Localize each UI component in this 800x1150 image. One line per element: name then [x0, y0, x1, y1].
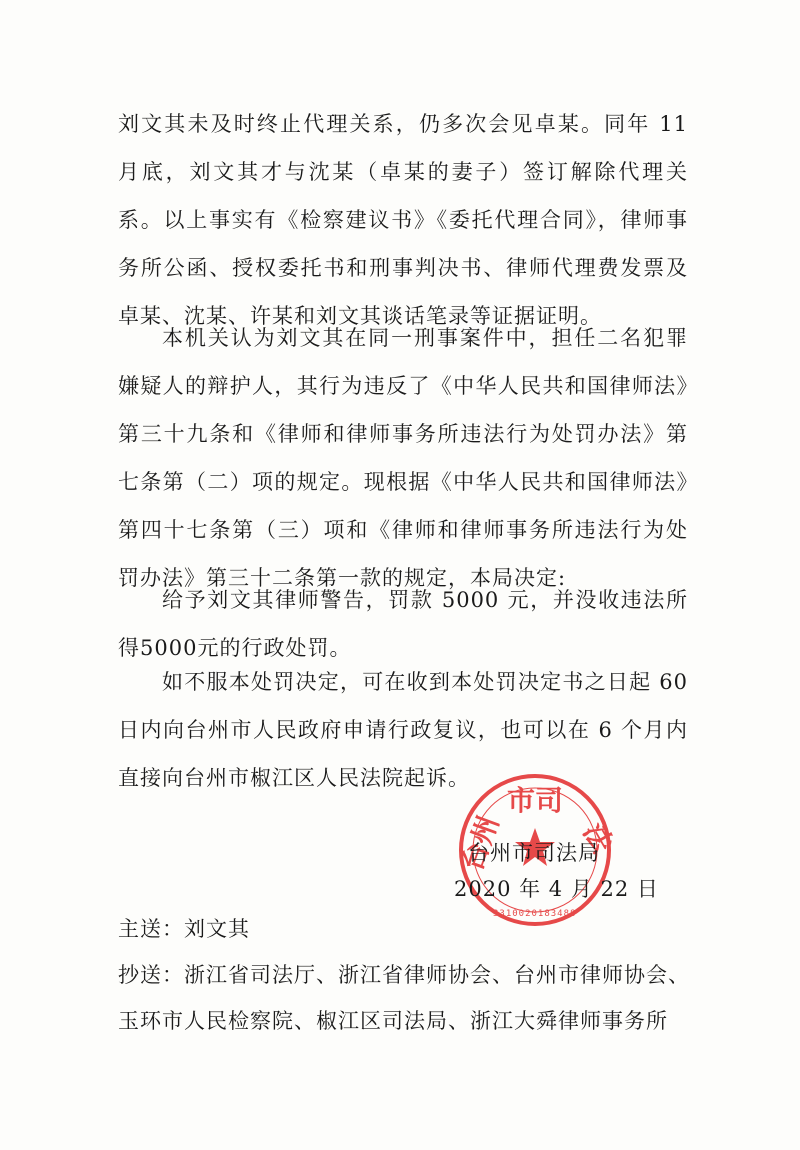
body-paragraph-appeal: 如不服本处罚决定，可在收到本处罚决定书之日起 60日内向台州市人民政府申请行政复议，也可以在 6 个月内直接向台州市椒江区人民法院起诉。: [118, 670, 688, 790]
signing-date: 2020 年 4 月 22 日: [454, 877, 659, 901]
body-paragraph-facts: 刘文其未及时终止代理关系，仍多次会见卓某。同年 11 月底，刘文其才与沈某（卓某的妻子）签订解除代理关系。以上事实有《检察建议书》《委托代理合同》，律师事务所公函、授权委托书和刑事判决书、律师代理费发票及卓某、沈某、许某和刘文其谈话笔录等证据证明。: [118, 112, 688, 328]
seal-left-text: 台州: [455, 811, 506, 876]
body-paragraph-penalty: 给予刘文其律师警告，罚款 5000 元，并没收违法所得5000元的行政处罚。: [118, 588, 688, 660]
body-paragraph-legal-basis: 本机关认为刘文其在同一刑事案件中，担任二名犯罪嫌疑人的辩护人，其行为违反了《中华人民共和国律师法》第三十九条和《律师和律师事务所违法行为处罚办法》第七条第（二）项的规定。现根据《中华人民共和国律师法》第四十七条第（三）项和《律师和律师事务所违法行为处罚办法》第三十二条第一款的规定，本局决定:: [118, 326, 688, 590]
seal-number: 3310020183488: [493, 909, 577, 919]
main-recipient: 主送：刘文其: [118, 917, 250, 941]
seal-right-text: 法: [576, 817, 620, 859]
seal-top-text: 市司: [507, 784, 564, 817]
copies-to: 抄送：浙江省司法厅、浙江省律师协会、台州市律师协会、玉环市人民检察院、椒江区司法局、浙江大舜律师事务所: [118, 963, 690, 1033]
signing-organization: 台州市司法局: [468, 841, 600, 865]
